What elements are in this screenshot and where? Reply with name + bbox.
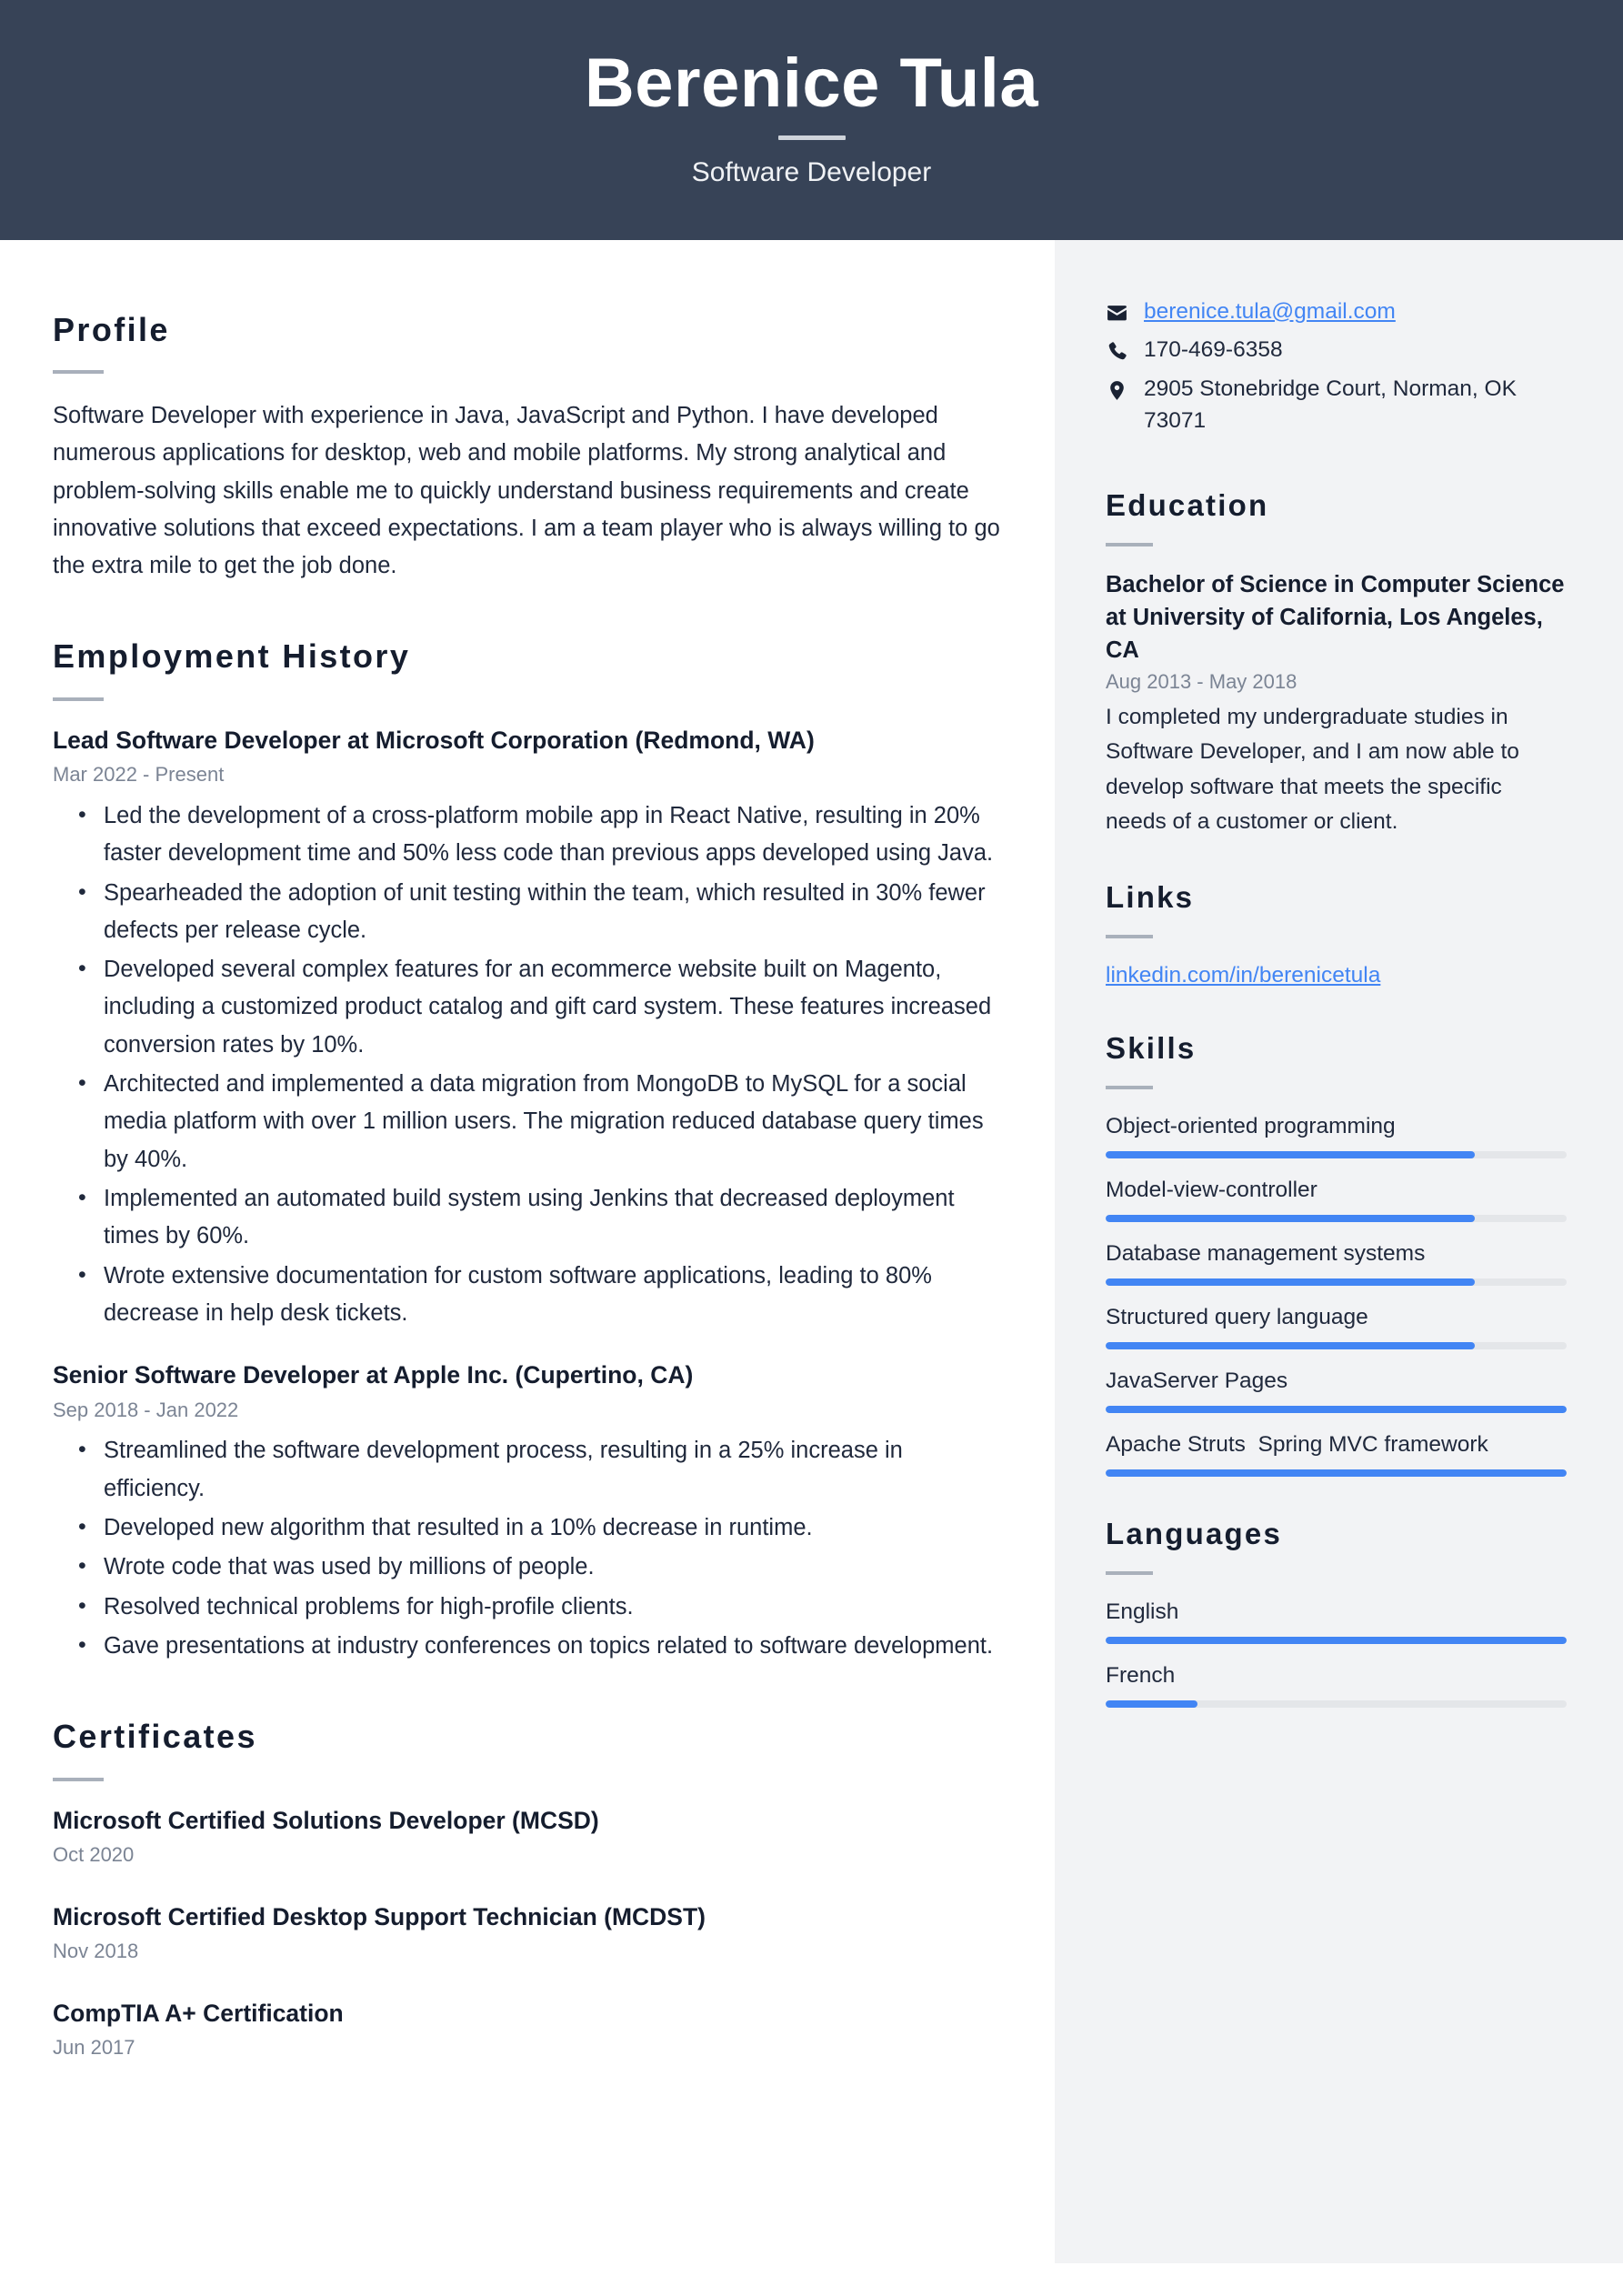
- section-heading-certificates: Certificates: [53, 1718, 257, 1756]
- skill-item: [1106, 1238, 1567, 1286]
- certificate-title: Microsoft Certified Desktop Support Technician (MCDST): [53, 1902, 706, 1930]
- section-heading-skills: Skills: [1106, 1030, 1197, 1065]
- skill-label: Structured query language: [1106, 1304, 1368, 1329]
- language-bar-fill: [1106, 1700, 1197, 1708]
- job-bullet: • Streamlined the software development process, resulting in a 25% increase in efficiency.: [104, 1432, 1000, 1508]
- skill-item: [1106, 1302, 1567, 1349]
- contact-address-value: 2905 Stonebridge Court, Norman, OK 73071: [1144, 376, 1517, 433]
- skill-bar-fill: [1106, 1406, 1567, 1413]
- link-linkedin[interactable]: linkedin.com/in/berenicetula: [1106, 962, 1381, 988]
- contact-row-address: [1106, 374, 1567, 437]
- skill-bar-track: [1106, 1278, 1567, 1286]
- certificate-item: [53, 1805, 1000, 1869]
- section-divider: [53, 1778, 104, 1781]
- job-bullet: • Gave presentations at industry conferences on topics related to software development.: [104, 1628, 1000, 1665]
- sidebar-column: [1055, 240, 1623, 2263]
- header-divider: [778, 135, 846, 140]
- section-languages: [1106, 1517, 1567, 1708]
- job-bullet: • Led the development of a cross-platform mobile app in React Native, resulting in 20% faster development time and 50% less code than previous apps developed using Java.: [104, 797, 1000, 873]
- certificate-date: Nov 2018: [53, 1940, 139, 1963]
- skill-bar-track: [1106, 1469, 1567, 1477]
- job-bullet-list: [53, 797, 1000, 1332]
- education-title: Bachelor of Science in Computer Science at University of California, Los Angeles, CA: [1106, 571, 1565, 664]
- job-bullet: • Architected and implemented a data migration from MongoDB to MySQL for a social media platform with over 1 million users. The migration reduced database query times by 40%.: [104, 1066, 1000, 1178]
- location-pin-icon: [1106, 374, 1137, 402]
- section-divider: [1106, 935, 1153, 938]
- skill-label: Object-oriented programming: [1106, 1113, 1396, 1138]
- header-job-title: Software Developer: [691, 156, 932, 187]
- skill-bar-fill: [1106, 1342, 1475, 1349]
- skill-bar-track: [1106, 1342, 1567, 1349]
- language-bar-track: [1106, 1637, 1567, 1644]
- section-divider: [53, 370, 104, 374]
- skill-bar-fill: [1106, 1151, 1475, 1158]
- job-bullet: • Developed new algorithm that resulted in a 10% decrease in runtime.: [104, 1509, 1000, 1547]
- section-skills: [1106, 1031, 1567, 1477]
- skill-label: Database management systems: [1106, 1240, 1426, 1266]
- skill-bar-fill: [1106, 1215, 1475, 1222]
- section-certificates: [53, 1718, 1000, 2061]
- education-description: I completed my undergraduate studies in Software Developer, and I am now able to develop software that meets the specific needs of a customer or client.: [1106, 704, 1519, 835]
- section-heading-links: Links: [1106, 879, 1195, 914]
- language-bar-track: [1106, 1700, 1567, 1708]
- job-bullet: • Implemented an automated build system using Jenkins that decreased deployment times by 60%.: [104, 1180, 1000, 1256]
- contact-details: [1106, 296, 1567, 437]
- section-heading-profile: Profile: [53, 310, 170, 348]
- contact-row-email[interactable]: [1106, 296, 1567, 328]
- employment-item: [53, 1359, 1000, 1665]
- certificate-title: Microsoft Certified Solutions Developer (MCSD): [53, 1806, 599, 1834]
- contact-row-phone: [1106, 335, 1567, 366]
- section-heading-employment: Employment History: [53, 637, 411, 676]
- skill-label: Apache Struts Spring MVC framework: [1106, 1432, 1488, 1458]
- section-divider: [1106, 1086, 1153, 1089]
- skill-bar-track: [1106, 1151, 1567, 1158]
- language-bar-fill: [1106, 1637, 1567, 1644]
- skill-bar-track: [1106, 1406, 1567, 1413]
- resume-body: [0, 240, 1623, 2263]
- job-bullet: • Spearheaded the adoption of unit testing within the team, which resulted in 30% fewer defects per release cycle.: [104, 875, 1000, 950]
- section-divider: [1106, 1571, 1153, 1575]
- job-date: Sep 2018 - Jan 2022: [53, 1398, 239, 1421]
- certificate-title: CompTIA A+ Certification: [53, 1999, 344, 2027]
- education-date: Aug 2013 - May 2018: [1106, 670, 1297, 694]
- certificate-item: [53, 1998, 1000, 2061]
- skill-item: [1106, 1175, 1567, 1222]
- job-bullet: • Developed several complex features for an ecommerce website built on Magento, including a customized product catalog and gift card system. These features increased conversion rates by 10%.: [104, 951, 1000, 1064]
- language-label: English: [1106, 1599, 1179, 1625]
- envelope-icon: [1106, 296, 1137, 325]
- phone-icon: [1106, 335, 1137, 363]
- skill-item: [1106, 1366, 1567, 1413]
- skill-bar-track: [1106, 1215, 1567, 1222]
- skill-item: [1106, 1429, 1567, 1477]
- job-bullet-list: [53, 1432, 1000, 1665]
- job-bullet: • Wrote code that was used by millions of people.: [104, 1549, 1000, 1586]
- skill-item: [1106, 1111, 1567, 1158]
- section-profile: [53, 311, 1000, 586]
- profile-text: Software Developer with experience in Java, JavaScript and Python. I have developed numerous applications for desktop, web and mobile platforms. My strong analytical and problem-solving skills enable me to quickly understand business requirements and create innovative solutions that exceed expectations. I am a team player who is always willing to go the extra mile to get the job done.: [53, 402, 1000, 579]
- job-bullet: • Wrote extensive documentation for custom software applications, leading to 80% decrease in help desk tickets.: [104, 1258, 1000, 1333]
- skill-label: Model-view-controller: [1106, 1177, 1317, 1202]
- certificate-date: Oct 2020: [53, 1843, 135, 1867]
- resume-header: [0, 0, 1623, 240]
- section-divider: [1106, 543, 1153, 546]
- job-date: Mar 2022 - Present: [53, 763, 225, 787]
- skill-bar-fill: [1106, 1469, 1567, 1477]
- language-item: [1106, 1597, 1567, 1644]
- section-employment-history: [53, 637, 1000, 1665]
- section-links: [1106, 880, 1567, 991]
- job-title: Lead Software Developer at Microsoft Corporation (Redmond, WA): [53, 726, 815, 754]
- certificate-item: [53, 1901, 1000, 1965]
- education-item: [1106, 568, 1567, 840]
- job-title: Senior Software Developer at Apple Inc. (Cupertino, CA): [53, 1361, 694, 1389]
- skill-bar-fill: [1106, 1278, 1475, 1286]
- language-item: [1106, 1660, 1567, 1708]
- certificate-date: Jun 2017: [53, 2036, 135, 2060]
- employment-item: [53, 725, 1000, 1332]
- skill-label: JavaServer Pages: [1106, 1369, 1288, 1394]
- contact-phone-value: 170-469-6358: [1144, 337, 1283, 363]
- main-column: [0, 240, 1055, 2263]
- section-heading-languages: Languages: [1106, 1517, 1283, 1551]
- section-heading-education: Education: [1106, 487, 1269, 522]
- section-education: [1106, 488, 1567, 840]
- contact-email-value[interactable]: berenice.tula@gmail.com: [1144, 298, 1396, 324]
- language-label: French: [1106, 1663, 1176, 1689]
- section-divider: [53, 697, 104, 701]
- page-title: Berenice Tula: [584, 45, 1039, 122]
- job-bullet: • Resolved technical problems for high-profile clients.: [104, 1589, 1000, 1626]
